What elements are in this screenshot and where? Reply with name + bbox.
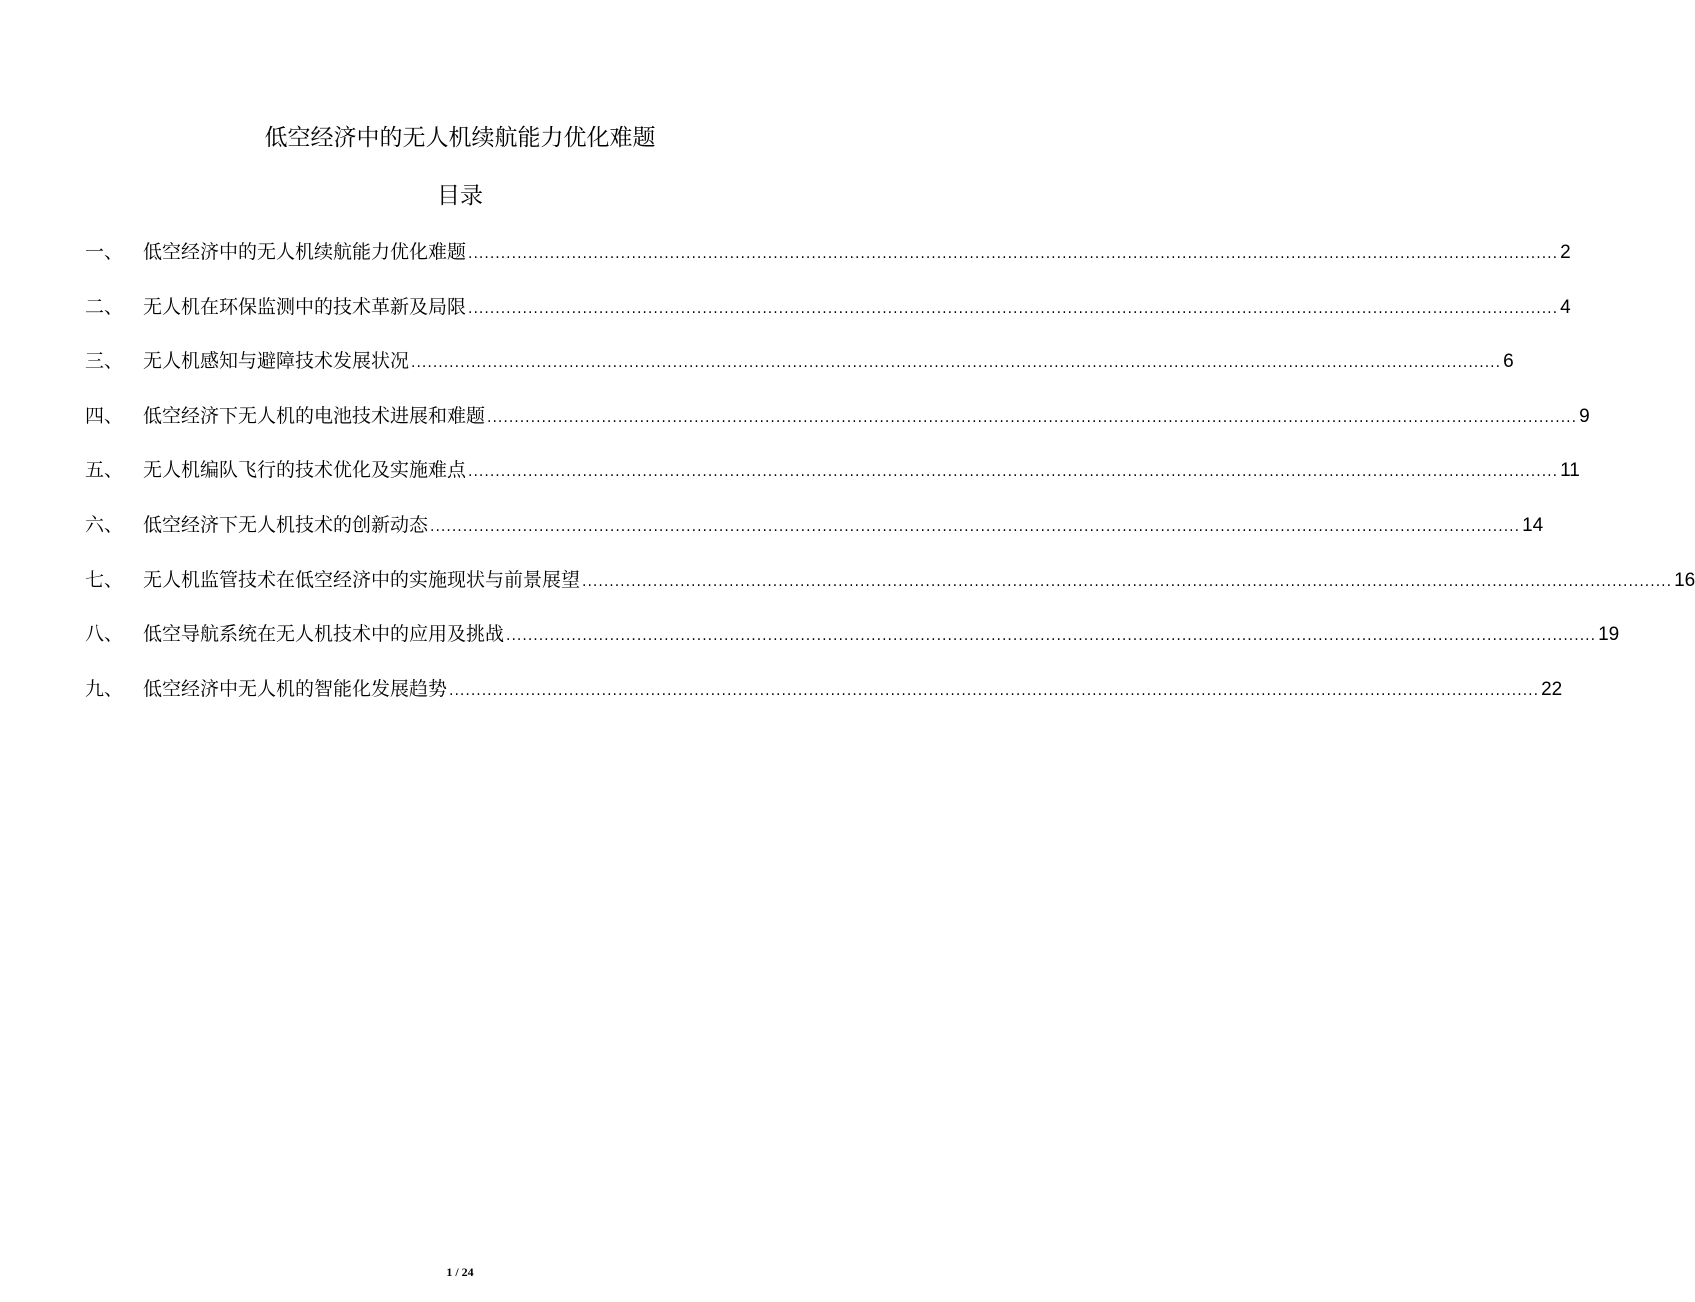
toc-entry-title: 无人机在环保监测中的技术革新及局限 <box>143 295 467 318</box>
toc-dot-leader: ........................................................................................................................................................................................................ <box>468 464 1559 481</box>
toc-entry-title: 无人机感知与避障技术发展状况 <box>143 350 410 373</box>
toc-entry-number: 一、 <box>85 241 124 263</box>
toc-entry-page: 6 <box>1503 351 1514 373</box>
toc-entry[interactable] <box>85 448 1580 503</box>
toc-entry-number: 六、 <box>85 513 124 536</box>
table-of-contents <box>85 230 1695 721</box>
toc-heading: 目录 <box>437 183 483 209</box>
toc-entry[interactable] <box>85 667 1563 722</box>
toc-entry-title: 无人机编队飞行的技术优化及实施难点 <box>143 459 467 482</box>
toc-entry[interactable] <box>85 230 1571 285</box>
toc-entry-title: 低空经济中无人机的智能化发展趋势 <box>143 677 448 700</box>
toc-entry-title: 低空经济中的无人机续航能力优化难题 <box>143 241 467 263</box>
toc-entry-page: 22 <box>1541 678 1563 700</box>
toc-entry-title: 低空导航系统在无人机技术中的应用及挑战 <box>143 623 505 646</box>
toc-entry-number: 五、 <box>85 459 124 482</box>
toc-entry-number: 九、 <box>85 677 124 700</box>
toc-entry-page: 16 <box>1674 569 1695 591</box>
toc-dot-leader: ........................................................................................................................................................................................................ <box>487 409 1578 426</box>
toc-dot-leader: ........................................................................................................................................................................................................ <box>582 573 1673 590</box>
toc-entry[interactable] <box>85 558 1695 613</box>
toc-entry-page: 11 <box>1560 460 1580 482</box>
toc-dot-leader: ........................................................................................................................................................................................................ <box>468 300 1559 317</box>
toc-entry[interactable] <box>85 339 1514 394</box>
toc-entry-number: 三、 <box>85 350 124 373</box>
toc-entry-number: 二、 <box>85 295 124 318</box>
document-title: 低空经济中的无人机续航能力优化难题 <box>264 125 656 151</box>
toc-dot-leader: ........................................................................................................................................................................................................ <box>506 628 1597 645</box>
toc-entry[interactable] <box>85 394 1590 449</box>
toc-entry-title: 无人机监管技术在低空经济中的实施现状与前景展望 <box>143 568 581 591</box>
toc-entry-title: 低空经济下无人机的电池技术进展和难题 <box>143 404 486 427</box>
toc-entry-page: 2 <box>1560 242 1571 263</box>
toc-entry[interactable] <box>85 612 1620 667</box>
toc-entry-number: 八、 <box>85 623 124 646</box>
toc-entry-page: 14 <box>1522 514 1544 536</box>
toc-entry-page: 4 <box>1560 296 1571 318</box>
toc-dot-leader: ........................................................................................................................................................................................................ <box>449 682 1540 699</box>
toc-entry-page: 19 <box>1598 624 1620 646</box>
page-indicator: 1 / 24 <box>446 1265 474 1279</box>
toc-entry-number: 七、 <box>85 568 124 591</box>
toc-dot-leader: ........................................................................................................................................................................................................ <box>411 355 1502 372</box>
toc-dot-leader: ........................................................................................................................................................................................................ <box>468 246 1559 262</box>
toc-entry-page: 9 <box>1579 405 1590 427</box>
toc-entry-title: 低空经济下无人机技术的创新动态 <box>143 513 429 536</box>
toc-entry[interactable] <box>85 285 1571 340</box>
toc-dot-leader: ........................................................................................................................................................................................................ <box>430 518 1521 535</box>
toc-entry-number: 四、 <box>85 404 124 427</box>
toc-entry[interactable] <box>85 503 1544 558</box>
